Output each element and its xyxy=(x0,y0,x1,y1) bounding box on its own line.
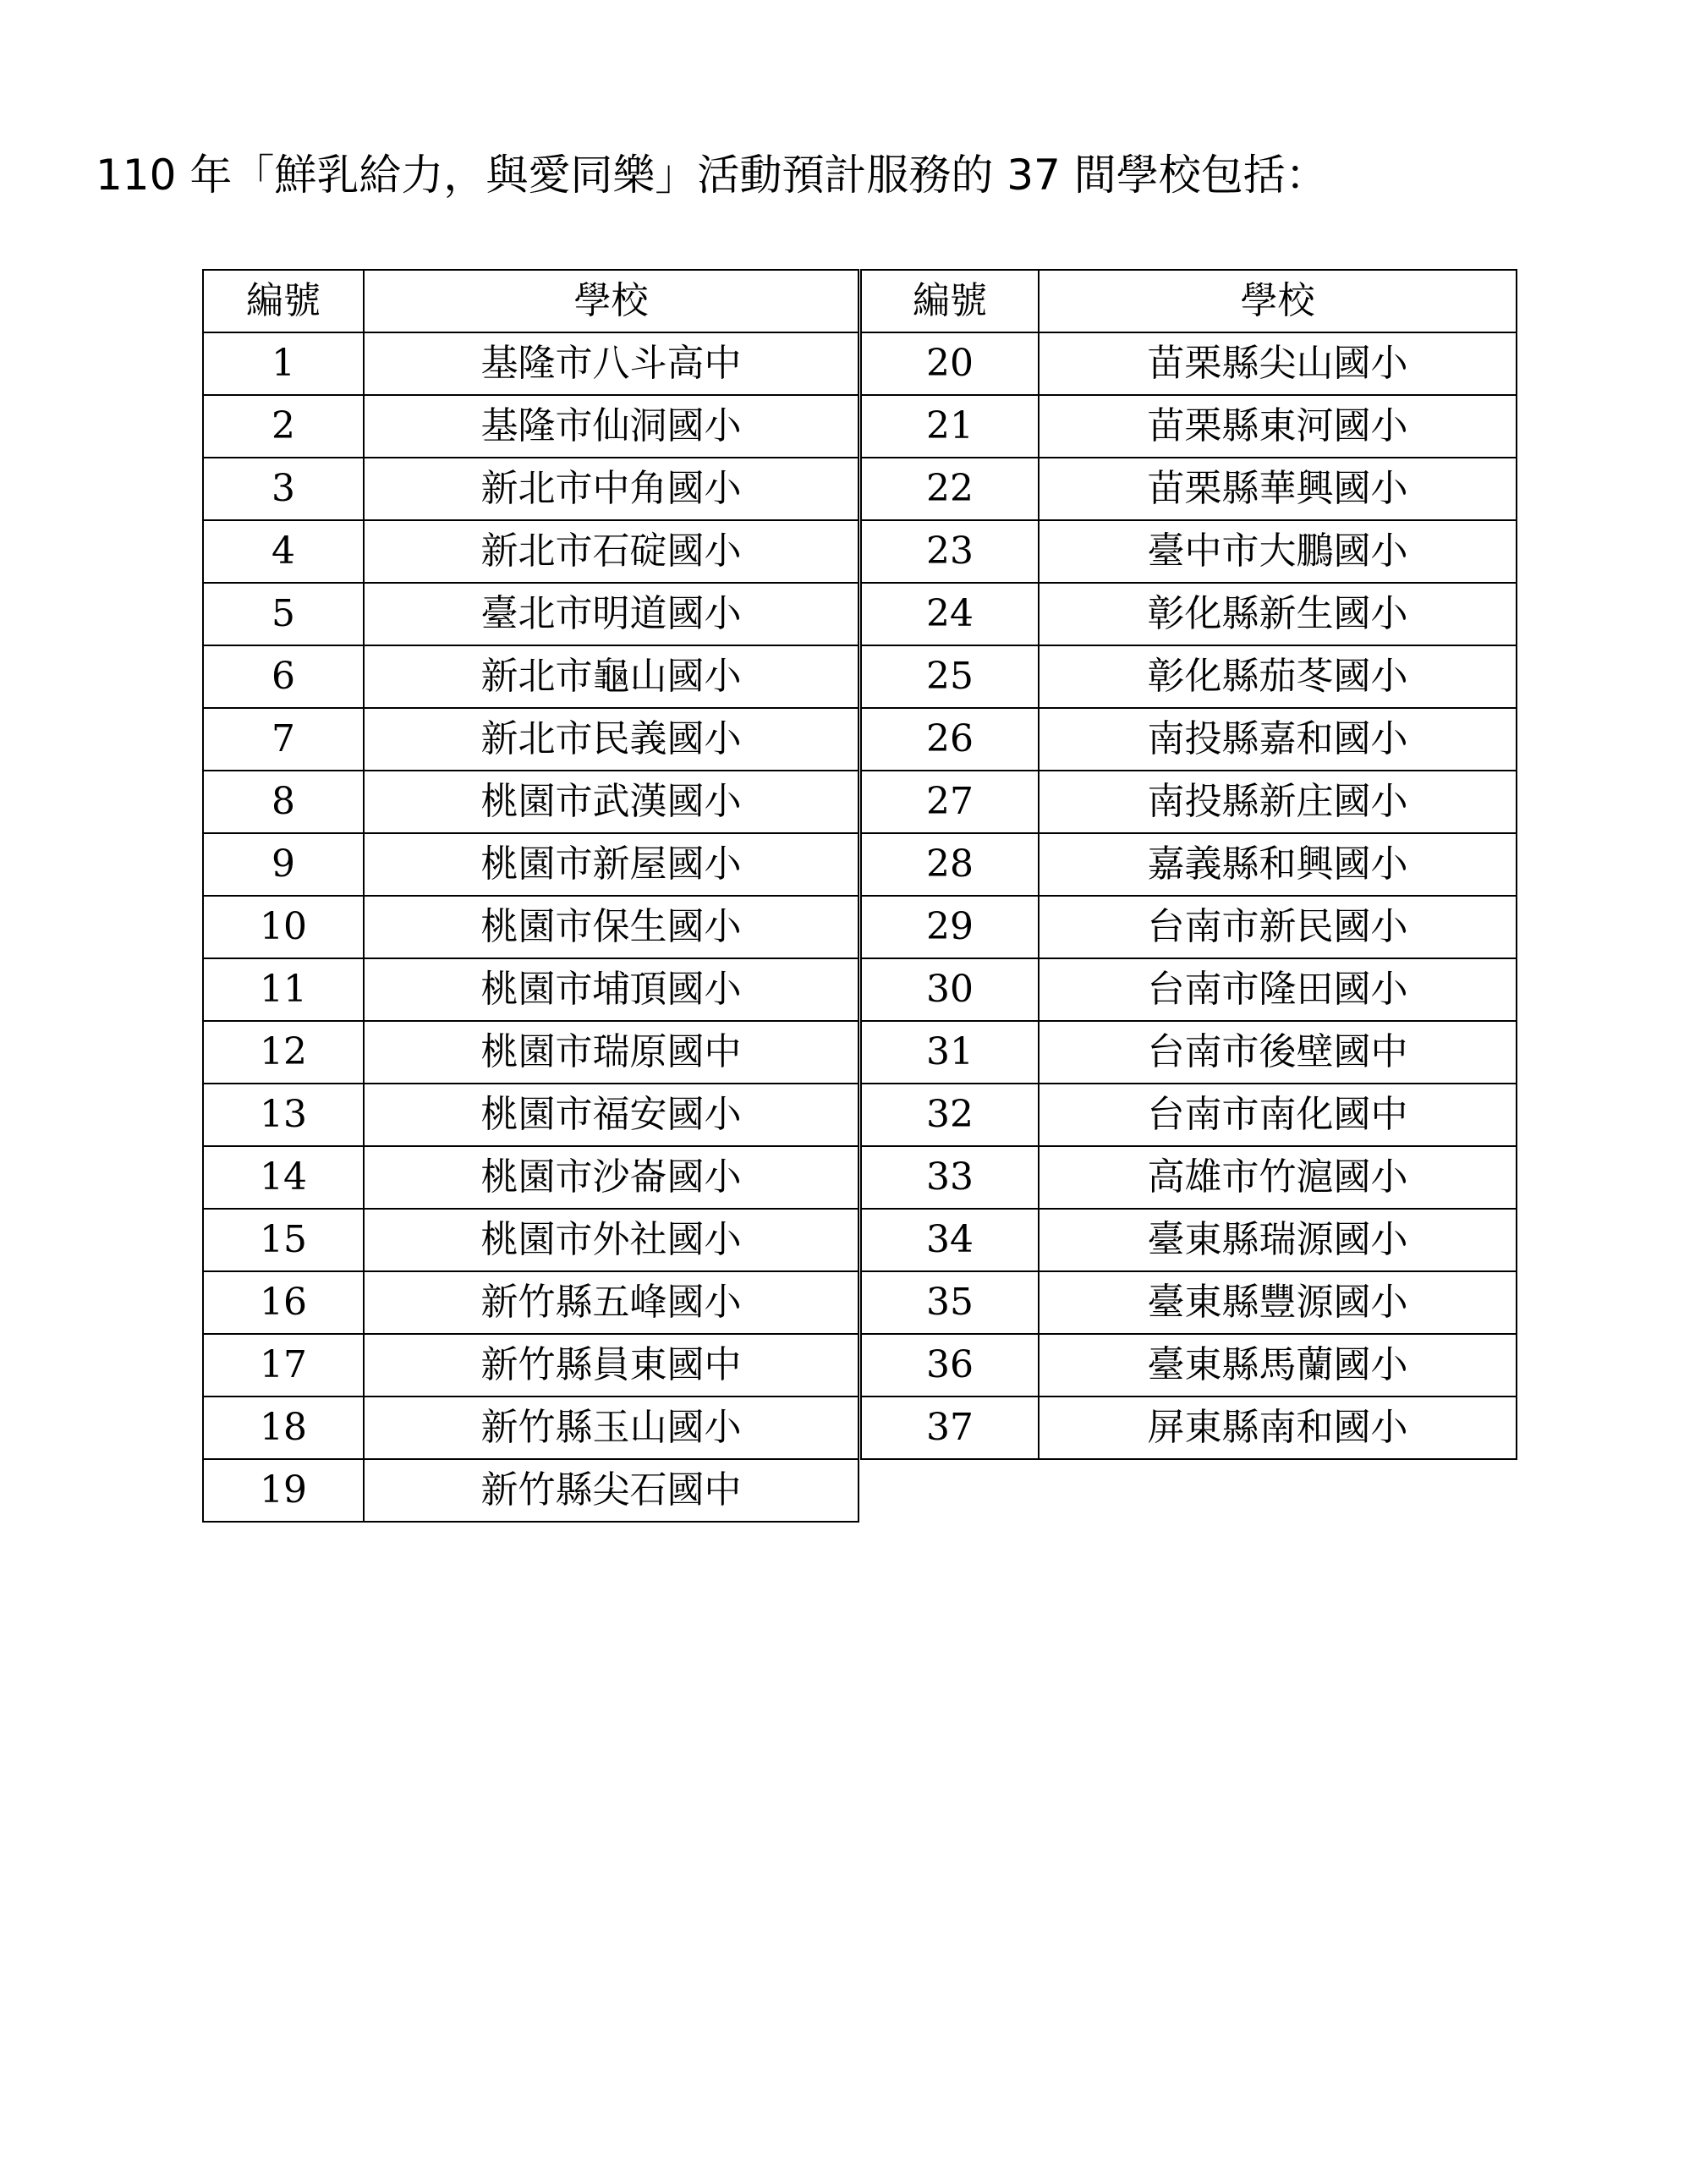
table-row xyxy=(861,583,1517,645)
header-school: 學校 xyxy=(1039,270,1517,332)
school-number: 31 xyxy=(861,1021,1039,1084)
school-number: 27 xyxy=(861,771,1039,833)
school-number: 28 xyxy=(861,833,1039,896)
school-name: 桃園市瑞原國中 xyxy=(364,1021,858,1084)
school-number: 20 xyxy=(861,332,1039,395)
table-row xyxy=(203,583,858,645)
table-row xyxy=(203,395,858,458)
school-number: 34 xyxy=(861,1209,1039,1271)
table-row xyxy=(203,1084,858,1146)
table-row xyxy=(861,1084,1517,1146)
table-row xyxy=(861,1271,1517,1334)
school-name: 新北市民義國小 xyxy=(364,708,858,771)
school-number: 35 xyxy=(861,1271,1039,1334)
school-number: 33 xyxy=(861,1146,1039,1209)
school-number: 11 xyxy=(203,958,364,1021)
school-name: 臺東縣馬蘭國小 xyxy=(1039,1334,1517,1397)
table-row xyxy=(861,771,1517,833)
table-row xyxy=(861,833,1517,896)
school-number: 32 xyxy=(861,1084,1039,1146)
school-number: 36 xyxy=(861,1334,1039,1397)
table-row xyxy=(203,771,858,833)
school-name: 臺東縣瑞源國小 xyxy=(1039,1209,1517,1271)
school-name: 台南市南化國中 xyxy=(1039,1084,1517,1146)
school-name: 屏東縣南和國小 xyxy=(1039,1397,1517,1459)
table-row xyxy=(861,708,1517,771)
school-number: 18 xyxy=(203,1397,364,1459)
school-table-right xyxy=(860,269,1517,1460)
table-row xyxy=(861,395,1517,458)
table-row xyxy=(203,1334,858,1397)
table-row xyxy=(203,1209,858,1271)
school-name: 彰化縣新生國小 xyxy=(1039,583,1517,645)
school-name: 台南市新民國小 xyxy=(1039,896,1517,958)
header-number: 編號 xyxy=(861,270,1039,332)
table-header-row xyxy=(203,270,858,332)
table-row xyxy=(203,520,858,583)
school-number: 30 xyxy=(861,958,1039,1021)
table-row xyxy=(203,708,858,771)
table-row xyxy=(203,896,858,958)
school-name: 彰化縣茄苳國小 xyxy=(1039,645,1517,708)
school-number: 1 xyxy=(203,332,364,395)
school-name: 桃園市新屋國小 xyxy=(364,833,858,896)
school-number: 9 xyxy=(203,833,364,896)
school-name: 臺中市大鵬國小 xyxy=(1039,520,1517,583)
table-row xyxy=(203,1021,858,1084)
school-number: 25 xyxy=(861,645,1039,708)
school-name: 新竹縣玉山國小 xyxy=(364,1397,858,1459)
table-row xyxy=(861,458,1517,520)
school-number: 8 xyxy=(203,771,364,833)
school-number: 29 xyxy=(861,896,1039,958)
table-row xyxy=(203,1397,858,1459)
school-name: 桃園市武漢國小 xyxy=(364,771,858,833)
table-row xyxy=(203,1459,858,1522)
table-row xyxy=(861,896,1517,958)
school-number: 3 xyxy=(203,458,364,520)
school-number: 14 xyxy=(203,1146,364,1209)
table-row xyxy=(203,332,858,395)
school-name: 高雄市竹滬國小 xyxy=(1039,1146,1517,1209)
school-name: 台南市後壁國中 xyxy=(1039,1021,1517,1084)
table-row xyxy=(861,958,1517,1021)
school-name: 桃園市外社國小 xyxy=(364,1209,858,1271)
school-number: 37 xyxy=(861,1397,1039,1459)
school-number: 24 xyxy=(861,583,1039,645)
school-name: 桃園市福安國小 xyxy=(364,1084,858,1146)
school-name: 嘉義縣和興國小 xyxy=(1039,833,1517,896)
table-row xyxy=(861,1397,1517,1459)
school-number: 7 xyxy=(203,708,364,771)
school-number: 13 xyxy=(203,1084,364,1146)
school-number: 21 xyxy=(861,395,1039,458)
page-heading: 110 年「鮮乳給力，與愛同樂」活動預計服務的 37 間學校包括： xyxy=(96,151,1328,200)
school-number: 10 xyxy=(203,896,364,958)
school-name: 南投縣新庄國小 xyxy=(1039,771,1517,833)
table-row xyxy=(861,520,1517,583)
school-name: 桃園市保生國小 xyxy=(364,896,858,958)
school-number: 22 xyxy=(861,458,1039,520)
school-name: 新北市中角國小 xyxy=(364,458,858,520)
school-name: 基隆市八斗高中 xyxy=(364,332,858,395)
table-row xyxy=(203,1146,858,1209)
school-name: 桃園市埔頂國小 xyxy=(364,958,858,1021)
school-number: 19 xyxy=(203,1459,364,1522)
school-name: 新竹縣尖石國中 xyxy=(364,1459,858,1522)
school-number: 2 xyxy=(203,395,364,458)
school-name: 苗栗縣華興國小 xyxy=(1039,458,1517,520)
school-name: 新竹縣五峰國小 xyxy=(364,1271,858,1334)
school-name: 基隆市仙洞國小 xyxy=(364,395,858,458)
school-name: 桃園市沙崙國小 xyxy=(364,1146,858,1209)
table-row xyxy=(861,1334,1517,1397)
school-number: 6 xyxy=(203,645,364,708)
school-number: 15 xyxy=(203,1209,364,1271)
header-school: 學校 xyxy=(364,270,858,332)
table-row xyxy=(203,958,858,1021)
school-number: 17 xyxy=(203,1334,364,1397)
school-table-left xyxy=(202,269,859,1523)
school-number: 16 xyxy=(203,1271,364,1334)
table-row xyxy=(861,1209,1517,1271)
school-name: 新竹縣員東國中 xyxy=(364,1334,858,1397)
school-number: 23 xyxy=(861,520,1039,583)
table-row xyxy=(861,332,1517,395)
school-name: 南投縣嘉和國小 xyxy=(1039,708,1517,771)
table-row xyxy=(203,1271,858,1334)
table-row xyxy=(861,1146,1517,1209)
school-number: 4 xyxy=(203,520,364,583)
table-row xyxy=(861,645,1517,708)
header-number: 編號 xyxy=(203,270,364,332)
school-name: 苗栗縣尖山國小 xyxy=(1039,332,1517,395)
school-number: 5 xyxy=(203,583,364,645)
table-row xyxy=(203,458,858,520)
table-row xyxy=(203,833,858,896)
school-name: 台南市隆田國小 xyxy=(1039,958,1517,1021)
school-number: 26 xyxy=(861,708,1039,771)
school-name: 新北市龜山國小 xyxy=(364,645,858,708)
school-name: 臺北市明道國小 xyxy=(364,583,858,645)
school-name: 新北市石碇國小 xyxy=(364,520,858,583)
table-row xyxy=(203,645,858,708)
school-number: 12 xyxy=(203,1021,364,1084)
school-name: 苗栗縣東河國小 xyxy=(1039,395,1517,458)
school-name: 臺東縣豐源國小 xyxy=(1039,1271,1517,1334)
table-header-row xyxy=(861,270,1517,332)
table-row xyxy=(861,1021,1517,1084)
